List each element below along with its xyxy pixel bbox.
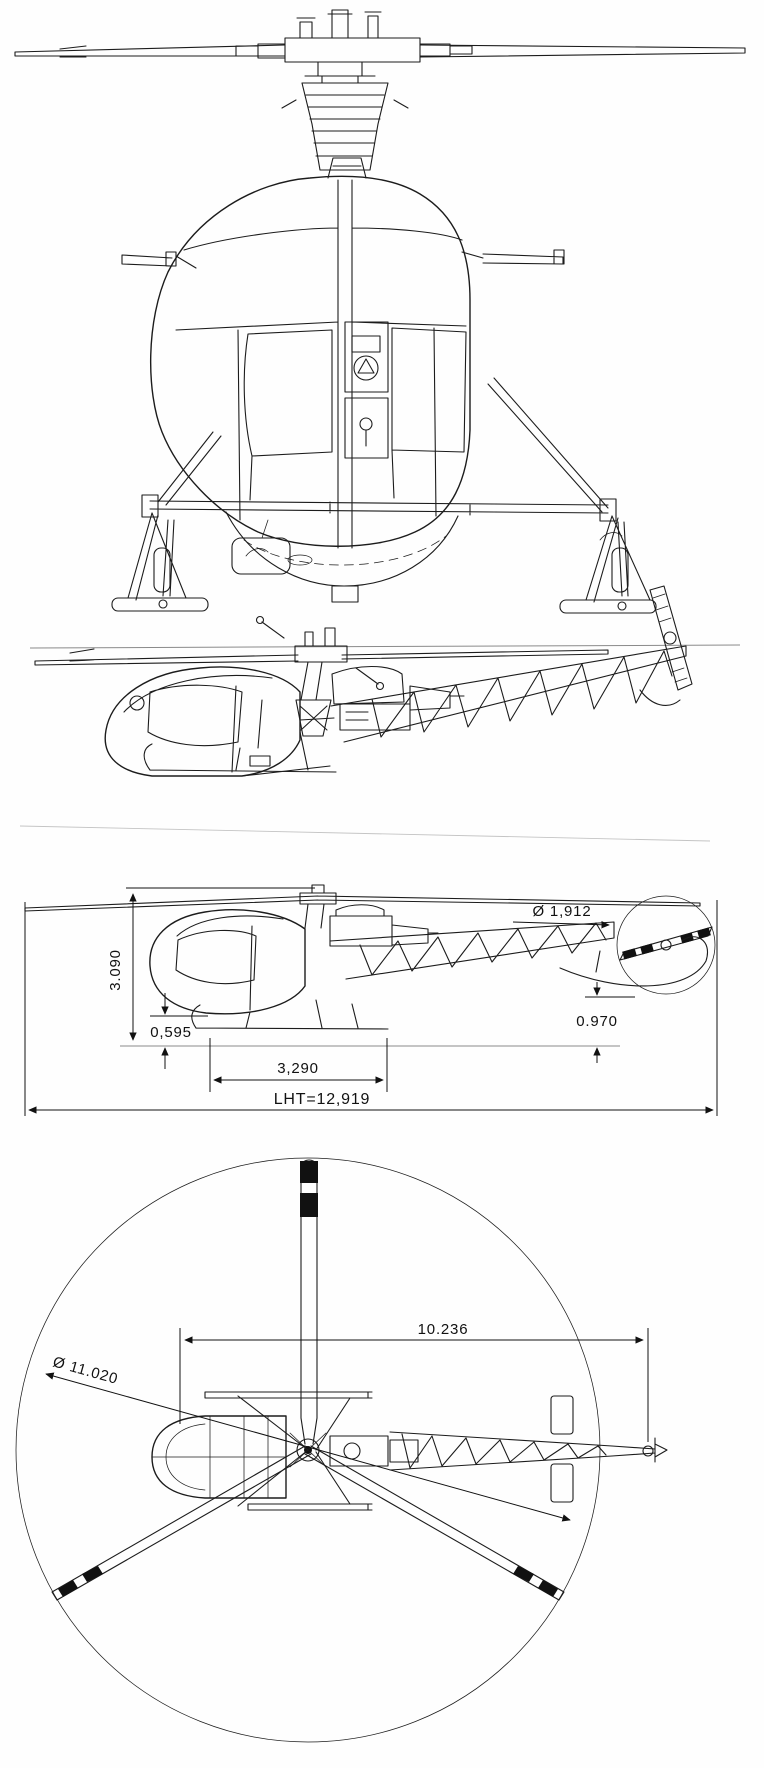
dim-rotor-blade — [25, 896, 700, 911]
main-rotor-hub — [236, 10, 472, 83]
dim-tail-rotor-diameter-label: Ø 1,912 — [532, 903, 592, 920]
main-rotor-blades — [15, 45, 745, 57]
dim-overall-height-label: 3.090 — [107, 949, 124, 991]
side-cabin-outline — [105, 667, 300, 776]
tail-rotor-disc — [617, 896, 715, 994]
dim-tail-guard — [560, 937, 708, 986]
stabilizer-weight-left — [257, 617, 264, 624]
dim-tail-clearance-label: 0.970 — [576, 1013, 618, 1030]
front-view — [15, 10, 745, 648]
side-floor-frame — [242, 700, 334, 776]
plan-tail-rotor-hub — [643, 1446, 653, 1456]
plan-tail-end — [612, 1438, 667, 1462]
plan-engine-intake — [344, 1443, 360, 1459]
plan-boom-truss — [390, 1432, 612, 1470]
side-view — [35, 586, 692, 776]
stabilizer-weight-right — [377, 683, 384, 690]
cabin-framing — [176, 180, 466, 548]
belly-pan — [226, 512, 458, 602]
left-landing-gear — [112, 432, 290, 611]
plan-cabin — [152, 1416, 286, 1498]
right-stub-rod — [462, 250, 564, 264]
dim-main-rotor-diameter — [46, 1353, 570, 1520]
right-landing-gear — [488, 378, 656, 613]
plan-stabilizer-right — [551, 1464, 573, 1502]
dim-tail-rotor-diameter — [513, 903, 609, 925]
dim-rotor-hub — [300, 885, 336, 928]
dim-boom-truss — [330, 922, 614, 979]
dim-floor-height — [150, 993, 208, 1069]
side-boom-truss — [331, 646, 686, 742]
dim-skid-length-label: 3,290 — [277, 1060, 319, 1077]
rotor-mast-fairing — [328, 158, 366, 178]
dim-tail-rotor — [620, 927, 712, 960]
rotor-blade-lower-right — [305, 1446, 564, 1600]
rotor-blade-lower-left — [52, 1446, 311, 1600]
plan-stabilizer-left — [551, 1396, 573, 1434]
right-door-window — [392, 328, 466, 498]
plan-skids — [205, 1392, 372, 1510]
rotor-blade-up — [300, 1160, 318, 1444]
side-mast-gearbox — [296, 662, 331, 736]
dim-tail-clearance — [576, 982, 635, 1063]
ground-line — [30, 645, 740, 648]
dim-main-rotor-diameter-label: Ø 11.020 — [50, 1353, 121, 1388]
left-door-window — [244, 330, 332, 500]
engine-fairing — [282, 83, 408, 170]
dim-floor-height-label: 0,595 — [150, 1024, 192, 1041]
dim-cabin-glazing — [176, 916, 283, 1010]
top-view — [16, 1158, 667, 1742]
side-engine — [332, 667, 464, 731]
dimensioned-side-view — [25, 885, 717, 1116]
side-skid — [144, 732, 336, 772]
left-stub-rod — [122, 252, 196, 268]
dim-cabin-outline — [150, 910, 305, 1014]
dim-overall-length — [25, 900, 717, 1116]
nose-vent — [130, 696, 144, 710]
belly-pan-seam — [244, 536, 446, 565]
scan-artifact-line — [20, 826, 710, 841]
plan-engine — [330, 1436, 418, 1466]
dim-overall-length-label: LHT=12,919 — [273, 1091, 371, 1108]
dim-fuselage-length-label: 10.236 — [417, 1321, 469, 1338]
gear-cross-tube — [142, 495, 616, 521]
